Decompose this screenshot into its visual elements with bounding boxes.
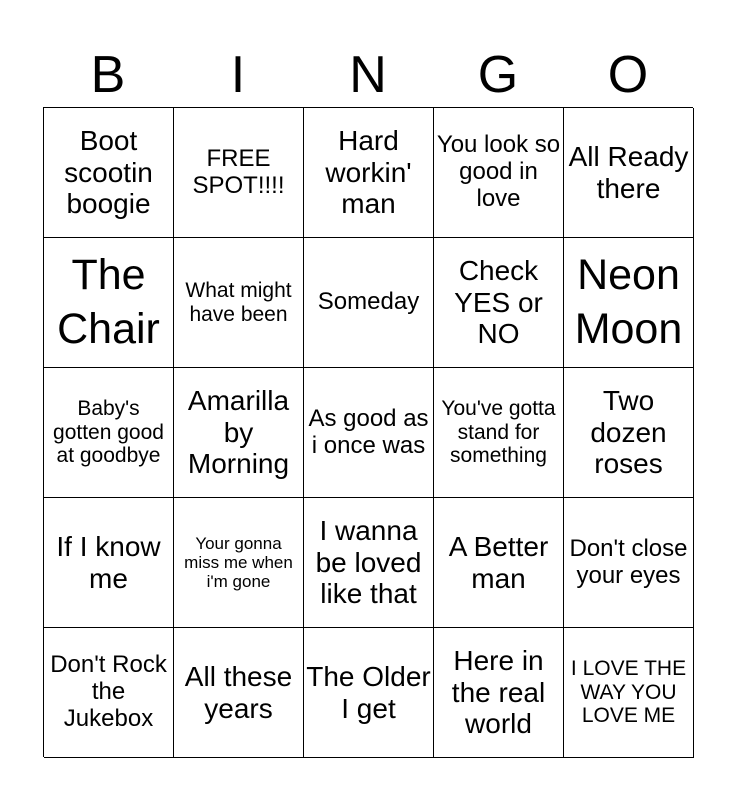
bingo-cell[interactable] bbox=[44, 498, 174, 628]
bingo-cell-label: Don't close your eyes bbox=[569, 534, 688, 589]
bingo-cell-label: I wanna be loved like that bbox=[315, 515, 422, 610]
bingo-cell[interactable] bbox=[564, 368, 694, 498]
bingo-cell[interactable] bbox=[434, 238, 564, 368]
header-letter-n: N bbox=[349, 46, 387, 104]
bingo-cell[interactable] bbox=[44, 628, 174, 758]
bingo-cell-label: You've gotta stand for something bbox=[441, 397, 556, 468]
bingo-cell-label: Someday bbox=[317, 288, 420, 316]
header-letter-b: B bbox=[90, 46, 126, 104]
bingo-cell[interactable] bbox=[304, 628, 434, 758]
bingo-cell-label: A Better man bbox=[448, 531, 549, 594]
bingo-cell-label: Your gonna miss me when i'm gone bbox=[184, 533, 293, 592]
header-letter-o: O bbox=[607, 46, 649, 104]
bingo-cell[interactable] bbox=[174, 628, 304, 758]
bingo-cell[interactable] bbox=[434, 368, 564, 498]
bingo-cell[interactable] bbox=[44, 108, 174, 238]
bingo-cell[interactable] bbox=[304, 238, 434, 368]
bingo-cell-label: Don't Rock the Jukebox bbox=[50, 651, 167, 732]
bingo-cell[interactable] bbox=[174, 238, 304, 368]
bingo-cell[interactable] bbox=[304, 498, 434, 628]
bingo-cell[interactable] bbox=[174, 498, 304, 628]
bingo-cell[interactable] bbox=[434, 498, 564, 628]
bingo-cell-label: Check YES or NO bbox=[454, 255, 543, 350]
bingo-cell-label: Two dozen roses bbox=[590, 385, 667, 480]
bingo-cell[interactable] bbox=[44, 368, 174, 498]
header-letter-i: I bbox=[230, 46, 246, 104]
bingo-cell-label: You look so good in love bbox=[436, 131, 561, 212]
bingo-cell[interactable] bbox=[44, 238, 174, 368]
bingo-cell-label: Neon Moon bbox=[574, 250, 683, 353]
bingo-board bbox=[43, 107, 693, 757]
bingo-header bbox=[43, 44, 693, 106]
bingo-cell[interactable] bbox=[434, 108, 564, 238]
bingo-cell-label: Hard workin' man bbox=[325, 125, 412, 220]
bingo-cell-label: All Ready there bbox=[568, 141, 689, 204]
bingo-cell[interactable] bbox=[564, 238, 694, 368]
header-letter-g: G bbox=[477, 46, 519, 104]
bingo-cell[interactable] bbox=[564, 108, 694, 238]
bingo-cell-label: FREE SPOT!!!! bbox=[192, 144, 285, 199]
bingo-cell-label: Baby's gotten good at goodbye bbox=[53, 397, 164, 468]
bingo-cell[interactable] bbox=[174, 368, 304, 498]
bingo-cell-label: If I know me bbox=[56, 531, 161, 594]
bingo-cell-label: Here in the real world bbox=[451, 645, 546, 740]
bingo-cell[interactable] bbox=[304, 368, 434, 498]
bingo-cell-label: The Chair bbox=[57, 250, 160, 353]
bingo-cell-label: The Older I get bbox=[306, 661, 431, 724]
bingo-cell[interactable] bbox=[304, 108, 434, 238]
bingo-cell-label: Amarilla by Morning bbox=[187, 385, 290, 480]
bingo-cell[interactable] bbox=[564, 498, 694, 628]
bingo-cell[interactable] bbox=[434, 628, 564, 758]
bingo-cell-label: Boot scootin boogie bbox=[64, 125, 153, 220]
bingo-cell-label: I LOVE THE WAY YOU LOVE ME bbox=[570, 657, 687, 728]
bingo-cell[interactable] bbox=[564, 628, 694, 758]
bingo-cell-label: All these years bbox=[184, 661, 293, 724]
bingo-cell[interactable] bbox=[174, 108, 304, 238]
bingo-cell-label: As good as i once was bbox=[308, 404, 429, 459]
bingo-cell-label: What might have been bbox=[185, 278, 292, 326]
